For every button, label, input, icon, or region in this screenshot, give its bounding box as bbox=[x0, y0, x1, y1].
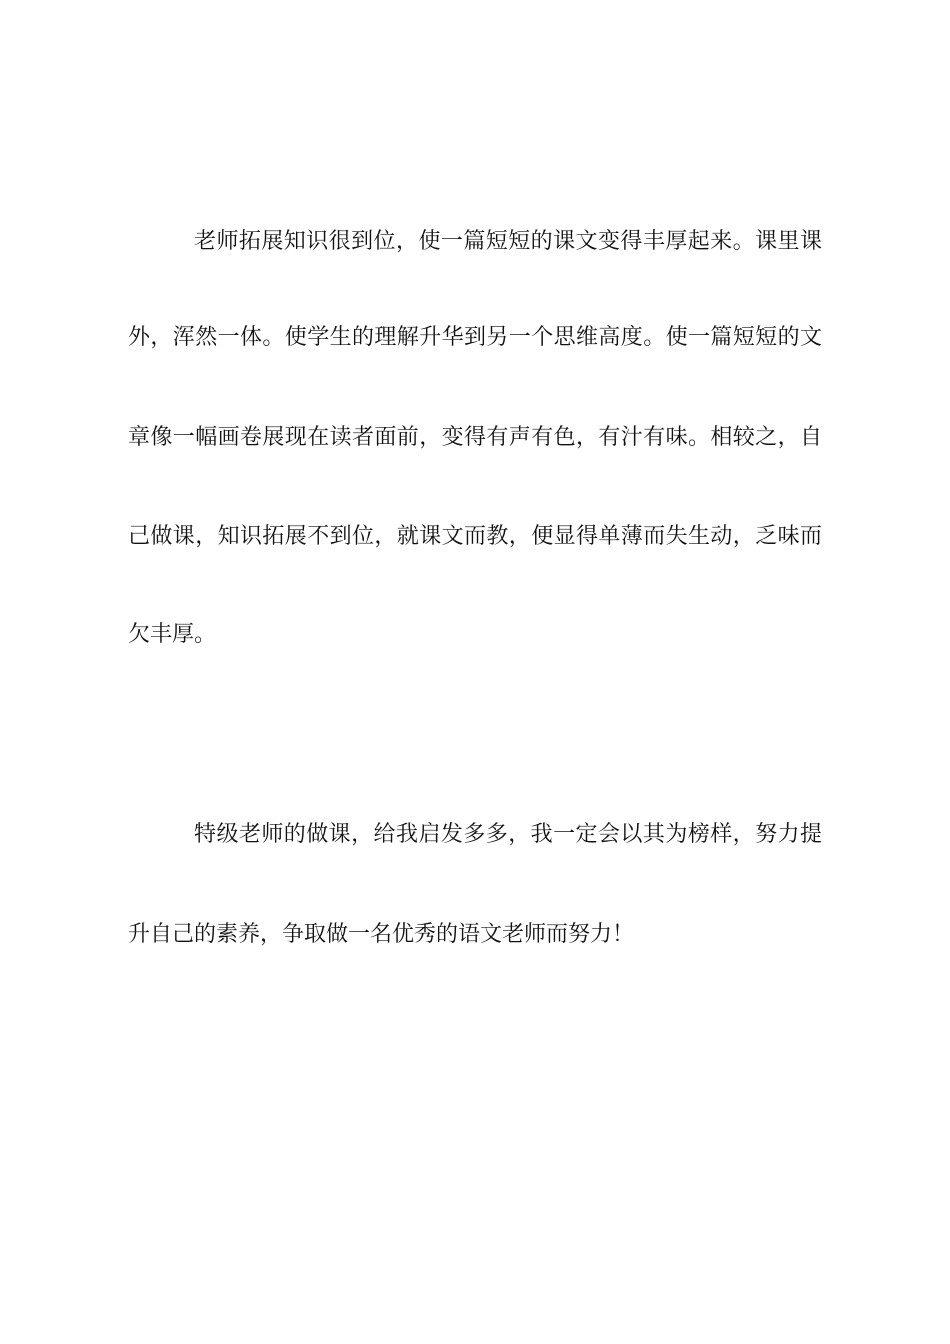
paragraph-line: 老师拓展知识很到位，使一篇短短的课文变得丰厚起来。课里课 bbox=[194, 229, 822, 254]
paragraph-line: 欠丰厚。 bbox=[128, 622, 217, 647]
paragraph-line: 章像一幅画卷展现在读者面前，变得有声有色，有汁有味。相较之，自 bbox=[128, 425, 822, 450]
paragraph-line: 外，浑然一体。使学生的理解升华到另一个思维高度。使一篇短短的文 bbox=[128, 325, 822, 350]
paragraph-line: 特级老师的做课，给我启发多多，我一定会以其为榜样，努力提 bbox=[194, 822, 822, 847]
paragraph-line: 己做课，知识拓展不到位，就课文而教，便显得单薄而失生动，乏味而 bbox=[128, 524, 822, 549]
paragraph-line: 升自己的素养，争取做一名优秀的语文老师而努力！ bbox=[128, 922, 635, 947]
